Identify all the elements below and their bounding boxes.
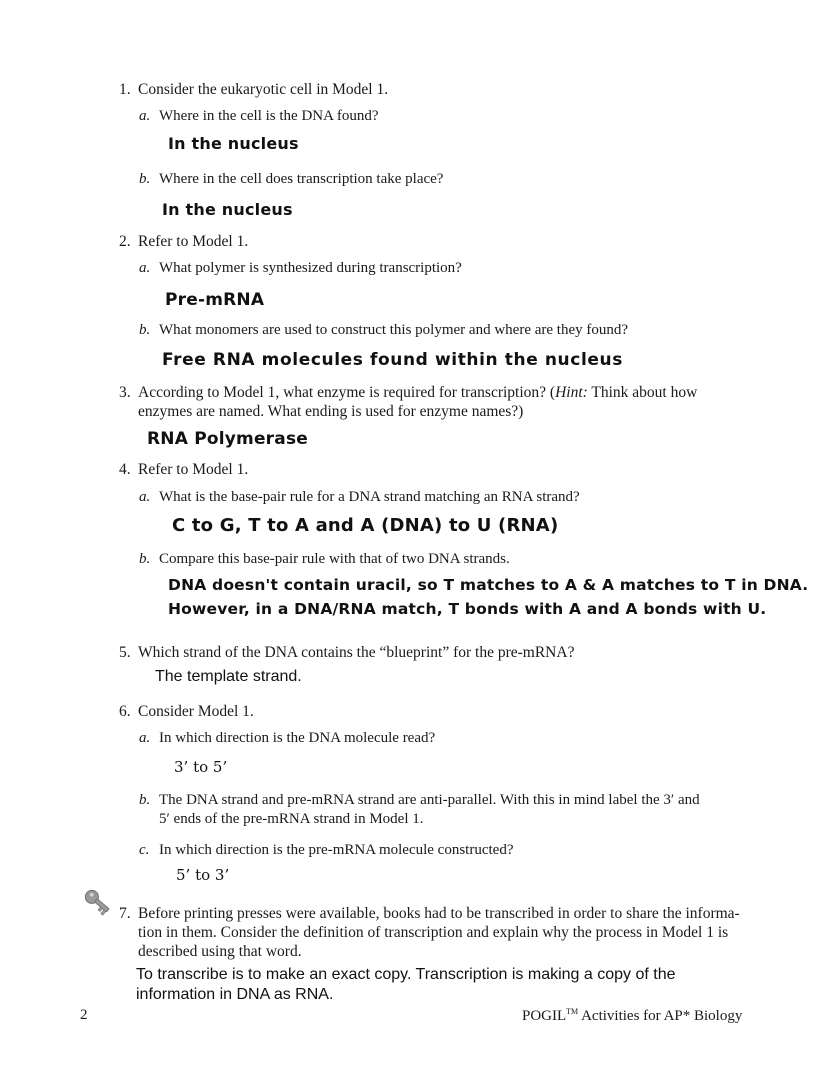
question-number: 1. [119, 81, 131, 98]
answer-6a: 3’ to 5’ [174, 758, 228, 776]
answer-4b-line1: DNA doesn't contain uracil, so T matches to A & A matches to T in DNA. [168, 576, 809, 594]
sub-label: b. [139, 322, 151, 338]
answer-1a: In the nucleus [168, 134, 299, 153]
answer-6c: 5’ to 3’ [176, 866, 230, 884]
answer-7-line2: information in DNA as RNA. [136, 986, 334, 1003]
answer-3: RNA Polymerase [147, 429, 308, 449]
sub-text: What polymer is synthesized during transcription? [159, 260, 462, 276]
question-text: Refer to Model 1. [138, 233, 249, 250]
sub-label: a. [139, 260, 151, 276]
footer-title: POGIL™ Activities for AP* Biology [522, 1007, 743, 1024]
trademark: TM [566, 1007, 579, 1016]
question-number: 6. [119, 703, 131, 720]
key-icon [82, 886, 114, 918]
answer-1b: In the nucleus [162, 200, 293, 219]
question-7-line2: tion in them. Consider the definition of transcription and explain why the process in Model 1 is [138, 924, 729, 941]
question-text: According to Model 1, what enzyme is required for transcription? (Hint: Think about how [138, 384, 698, 401]
hint-label: Hint: [555, 384, 588, 401]
question-text: Consider Model 1. [138, 703, 254, 720]
sub-text: In which direction is the DNA molecule read? [159, 730, 436, 746]
sub-label: b. [139, 792, 151, 808]
sub-text: What is the base-pair rule for a DNA strand matching an RNA strand? [159, 489, 580, 505]
sub-text: Compare this base-pair rule with that of two DNA strands. [159, 551, 510, 567]
sub-label: a. [139, 489, 151, 505]
question-6b-line2: 5′ ends of the pre-mRNA strand in Model 1. [159, 811, 424, 827]
answer-2a: Pre-mRNA [165, 290, 265, 310]
question-number: 2. [119, 233, 131, 250]
sub-label: a. [139, 730, 151, 746]
sub-text: What monomers are used to construct this polymer and where are they found? [159, 322, 629, 338]
answer-4b-line2: However, in a DNA/RNA match, T bonds with A and A bonds with U. [168, 600, 767, 618]
question-text: Which strand of the DNA contains the “blueprint” for the pre-mRNA? [138, 644, 575, 661]
question-7-line3: described using that word. [138, 943, 302, 960]
sub-label: b. [139, 171, 151, 187]
answer-2b: Free RNA molecules found within the nucleus [162, 350, 623, 370]
sub-label: a. [139, 108, 151, 124]
question-text: Before printing presses were available, books had to be transcribed in order to share the informa- [138, 905, 740, 922]
answer-4a: C to G, T to A and A (DNA) to U (RNA) [172, 515, 559, 536]
question-number: 5. [119, 644, 131, 661]
sub-label: b. [139, 551, 151, 567]
sub-text: Where in the cell is the DNA found? [159, 108, 379, 124]
question-number: 3. [119, 384, 131, 401]
question-3-line2: enzymes are named. What ending is used for enzyme names?) [138, 403, 524, 420]
page-number: 2 [80, 1007, 88, 1023]
question-number: 7. [119, 905, 131, 922]
sub-label: c. [139, 842, 150, 858]
question-text: Consider the eukaryotic cell in Model 1. [138, 81, 389, 98]
sub-text: The DNA strand and pre-mRNA strand are anti-parallel. With this in mind label the 3′ and [159, 792, 700, 808]
answer-5: The template strand. [155, 668, 302, 685]
question-text: Refer to Model 1. [138, 461, 249, 478]
question-number: 4. [119, 461, 131, 478]
answer-7-line1: To transcribe is to make an exact copy. Transcription is making a copy of the [136, 966, 676, 983]
sub-text: In which direction is the pre-mRNA molecule constructed? [159, 842, 514, 858]
sub-text: Where in the cell does transcription take place? [159, 171, 444, 187]
